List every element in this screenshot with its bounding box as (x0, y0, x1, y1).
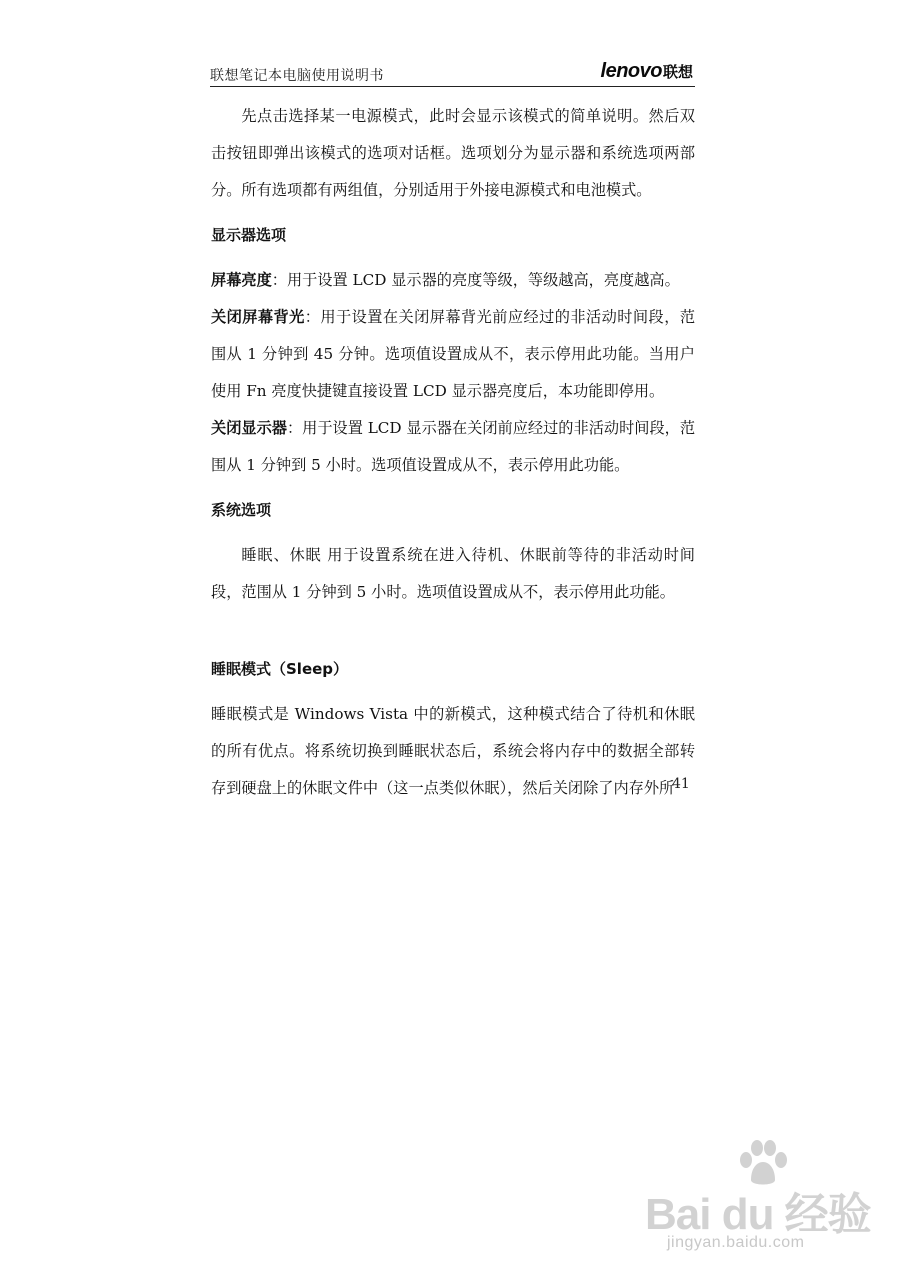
brightness-text: ：用于设置 LCD 显示器的亮度等级，等级越高，亮度越高。 (271, 271, 680, 289)
sleep-mode-heading: 睡眠模式（Sleep） (211, 660, 349, 678)
display-off-text: ：用于设置 LCD 显示器在关闭前应经过的非活动时间段，范围从 1 分钟到 5 小时。选项值设置成从不，表示停用此功能。 (211, 419, 696, 474)
logo-text: lenovo (600, 60, 662, 82)
page-content (211, 98, 695, 807)
page-number: 41 (672, 776, 690, 792)
watermark-main-text: Bai du 经验 (645, 1190, 871, 1239)
intro-paragraph: 先点击选择某一电源模式，此时会显示该模式的简单说明。然后双击按钮即弹出该模式的选项对话框。选项划分为显示器和系统选项两部分。所有选项都有两组值，分别适用于外接电源模式和电池模式。 (211, 107, 695, 199)
lenovo-logo (601, 60, 693, 83)
brightness-term: 屏幕亮度 (211, 271, 272, 289)
watermark-url: jingyan.baidu.com (667, 1234, 805, 1251)
system-paragraph: 睡眠、休眠 用于设置系统在进入待机、休眠前等待的非活动时间段，范围从 1 分钟到 5 小时。选项值设置成从不，表示停用此功能。 (211, 546, 695, 601)
sleep-mode-paragraph: 睡眠模式是 Windows Vista 中的新模式，这种模式结合了待机和休眠的所有优点。将系统切换到睡眠状态后，系统会将内存中的数据全部转存到硬盘上的休眠文件中（这一点类似休眠），然后关闭除了内存外所 (211, 705, 695, 797)
page-header (210, 62, 695, 87)
display-off-term: 关闭显示器 (211, 419, 287, 437)
system-options-heading: 系统选项 (211, 501, 272, 519)
display-options-heading: 显示器选项 (211, 226, 287, 244)
baidu-watermark (645, 1140, 875, 1260)
brightness-paragraph (211, 262, 695, 299)
backlight-paragraph (211, 299, 695, 410)
display-off-paragraph (211, 410, 695, 484)
header-title: 联想笔记本电脑使用说明书 (210, 68, 384, 84)
backlight-term: 关闭屏幕背光 (211, 308, 305, 326)
backlight-text: ：用于设置在关闭屏幕背光前应经过的非活动时间段，范围从 1 分钟到 45 分钟。选项值设置成从不，表示停用此功能。当用户使用 Fn 亮度快捷键直接设置 LCD 显示器亮度后，本功能即停用。 (211, 308, 696, 400)
logo-cn-text: 联想 (662, 64, 693, 81)
